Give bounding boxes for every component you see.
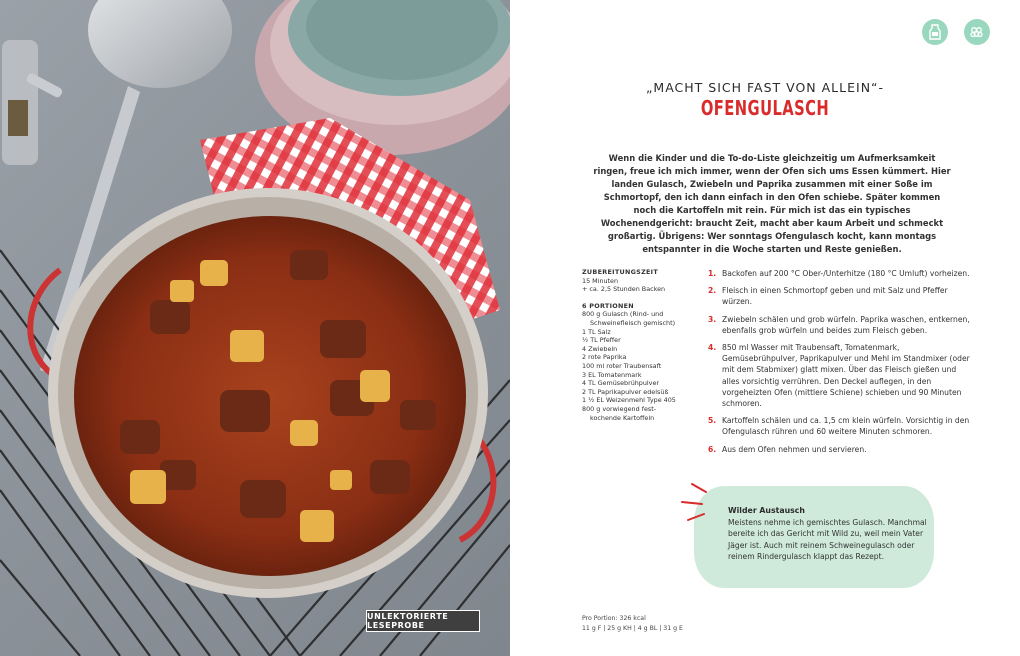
tip-title: Wilder Austausch — [728, 506, 805, 515]
step-number: 6. — [708, 444, 717, 454]
step-item — [708, 342, 970, 409]
ingredient-item: 2 TL Paprikapulver edelsüß — [582, 387, 669, 396]
step-number: 3. — [708, 314, 717, 324]
pepper-mill — [2, 40, 64, 165]
tip-body: Meistens nehme ich gemischtes Gulasch. Manchmal bereite ich das Gericht mit Wild zu, weil mein Vater Jäger ist. Auch mit reinem Schweinegulasch oder reinem Rindergulasch klappt das Rezept. — [728, 518, 927, 562]
recipe-steps — [708, 268, 970, 461]
nutrition-macros: 11 g F | 25 g KH | 4 g BL | 31 g E — [582, 625, 683, 632]
step-item — [708, 415, 970, 437]
milk-bottle-icon — [922, 19, 948, 45]
ingredient-item: 1 TL Salz — [582, 327, 611, 336]
step-item — [708, 314, 970, 336]
nutrition-info — [582, 614, 683, 634]
step-number: 4. — [708, 343, 717, 353]
portions-label: 6 PORTIONEN — [582, 301, 634, 310]
step-number: 1. — [708, 269, 717, 278]
step-number: 2. — [708, 286, 717, 296]
ingredient-item: Schweinefleisch gemischt) — [590, 318, 676, 327]
step-text: Zwiebeln schälen und grob würfeln. Paprika waschen, entkernen, ebenfalls grob würfeln und beides zum Fleisch geben. — [722, 314, 970, 335]
nutrition-calories: Pro Portion: 326 kcal — [582, 615, 646, 622]
ingredient-item: 2 rote Paprika — [582, 353, 627, 362]
ingredient-item: 100 ml roter Traubensaft — [582, 361, 662, 370]
recipe-meta — [582, 268, 692, 422]
step-text: 850 ml Wasser mit Traubensaft, Tomatenmark, Gemüsebrühpulver, Paprikapulver und Mehl im Standmixer (oder mit dem Stabmixer) glatt mixen. Über das Fleisch gießen und alles vorsichtig verrühren. Den Deckel auflegen, in den vorgeheizten Ofen (mittlere Schiene) schieben und 90 Minuten schmoren. — [722, 343, 970, 409]
step-item — [708, 268, 970, 279]
grapes-icon — [964, 19, 990, 45]
step-item — [708, 285, 970, 307]
step-text: Fleisch in einen Schmortopf geben und mit Salz und Pfeffer würzen. — [722, 286, 948, 307]
step-text: Backofen auf 200 °C Ober-/Unterhitze (180 °C Umluft) vorheizen. — [722, 269, 970, 278]
ingredient-item: 4 TL Gemüsebrühpulver — [582, 379, 660, 388]
ingredient-item: 3 EL Tomatenmark — [582, 370, 642, 379]
bake-time-value: + ca. 2,5 Stunden Backen — [582, 285, 666, 294]
recipe-intro: Wenn die Kinder und die To-do-Liste gleichzeitig um Aufmerksamkeit ringen, freue ich mich immer, wenn der Ofen sich ums Essen kümmert. Hier landen Gulasch, Zwiebeln und Paprika zusammen mit einer Soße im Schmortopf, den ich dann einfach in den Ofen schiebe. Später kommen noch die Kartoffeln mit rein. Für mich ist das ein typisches Wochenendgericht: braucht Zeit, macht aber kaum Arbeit und schmeckt großartig. Übrigens: Wer sonntags Ofengulasch kocht, kann montags entspannter in die Woche starten und Reste genießen. — [593, 153, 951, 254]
preview-badge: UNLEKTORIERTE LESEPROBE — [366, 610, 480, 632]
ingredient-item: 800 g Gulasch (Rind- und — [582, 310, 664, 319]
ingredient-item: kochende Kartoffeln — [590, 413, 655, 422]
step-item — [708, 444, 970, 455]
prep-time-value: 15 Minuten — [582, 276, 619, 285]
prep-time-label: ZUBEREITUNGSZEIT — [582, 268, 659, 276]
ingredient-item: ½ TL Pfeffer — [582, 336, 621, 345]
step-number: 5. — [708, 416, 717, 426]
ingredient-item: 800 g vorwiegend fest- — [582, 404, 657, 413]
step-text: Aus dem Ofen nehmen und servieren. — [722, 444, 867, 454]
ingredient-item: 1 ½ EL Weizenmehl Type 405 — [582, 396, 676, 405]
recipe-subtitle: „MACHT SICH FAST VON ALLEIN“- — [645, 80, 885, 95]
highlight-rays-icon — [678, 480, 718, 524]
recipe-page — [510, 0, 1020, 656]
ingredient-item: 4 Zwiebeln — [582, 344, 618, 353]
tip-box — [694, 486, 934, 588]
recipe-title: OFENGULASCH — [700, 96, 830, 120]
step-text: Kartoffeln schälen und ca. 1,5 cm klein würfeln. Vorsichtig in den Ofengulasch rühren und 60 weitere Minuten schmoren. — [722, 416, 970, 437]
